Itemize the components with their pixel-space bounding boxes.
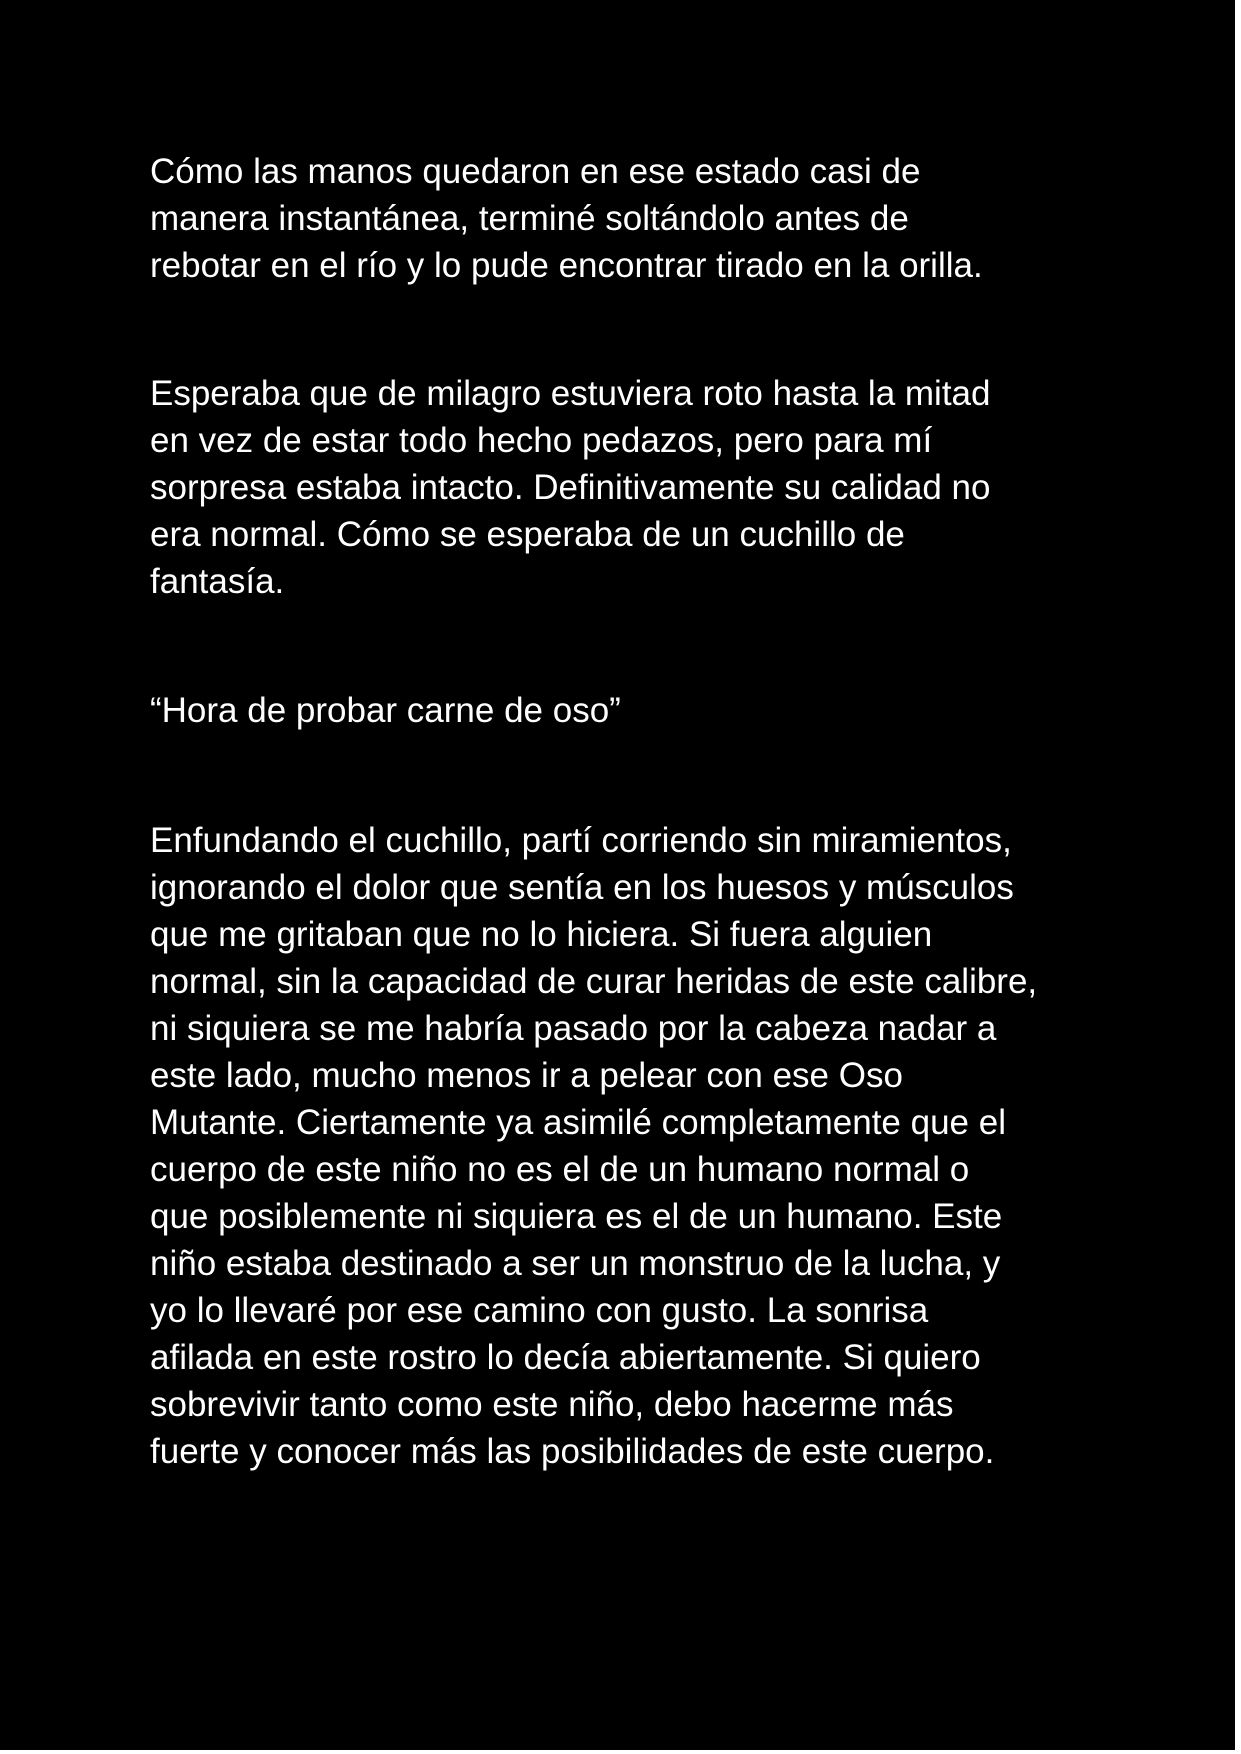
paragraph-1-line-2: manera instantánea, terminé soltándolo antes de <box>150 199 909 238</box>
paragraph-4-line-1: Enfundando el cuchillo, partí corriendo sin miramientos, <box>150 821 1012 860</box>
paragraph-4 <box>150 817 1110 1475</box>
paragraph-4-line-7: Mutante. Ciertamente ya asimilé completamente que el <box>150 1103 1006 1142</box>
paragraph-4-line-13: sobrevivir tanto como este niño, debo hacerme más <box>150 1385 954 1424</box>
paragraph-2-line-3: sorpresa estaba intacto. Definitivamente su calidad no <box>150 468 991 507</box>
paragraph-1-line-1: Cómo las manos quedaron en ese estado casi de <box>150 152 921 191</box>
paragraph-4-line-2: ignorando el dolor que sentía en los huesos y músculos <box>150 868 1014 907</box>
paragraph-1-line-3: rebotar en el río y lo pude encontrar tirado en la orilla. <box>150 246 983 285</box>
paragraph-3-line-1: “Hora de probar carne de oso” <box>150 691 621 730</box>
paragraph-4-line-5: ni siquiera se me habría pasado por la cabeza nadar a <box>150 1009 997 1048</box>
paragraph-2-line-4: era normal. Cómo se esperaba de un cuchillo de <box>150 515 905 554</box>
paragraph-4-line-6: este lado, mucho menos ir a pelear con ese Oso <box>150 1056 903 1095</box>
paragraph-4-line-3: que me gritaban que no lo hiciera. Si fuera alguien <box>150 915 933 954</box>
paragraph-1 <box>150 148 1110 289</box>
paragraph-4-line-8: cuerpo de este niño no es el de un humano normal o <box>150 1150 970 1189</box>
paragraph-4-line-10: niño estaba destinado a ser un monstruo de la lucha, y <box>150 1244 1001 1283</box>
paragraph-4-line-11: yo lo llevaré por ese camino con gusto. La sonrisa <box>150 1291 929 1330</box>
paragraph-4-line-12: afilada en este rostro lo decía abiertamente. Si quiero <box>150 1338 981 1377</box>
paragraph-4-line-14: fuerte y conocer más las posibilidades de este cuerpo. <box>150 1432 995 1471</box>
paragraph-4-line-4: normal, sin la capacidad de curar heridas de este calibre, <box>150 962 1038 1001</box>
paragraph-4-line-9: que posiblemente ni siquiera es el de un humano. Este <box>150 1197 1003 1236</box>
paragraph-2-line-5: fantasía. <box>150 562 285 601</box>
paragraph-2-line-1: Esperaba que de milagro estuviera roto hasta la mitad <box>150 374 991 413</box>
paragraph-3-dialogue <box>150 687 1110 734</box>
paragraph-2-line-2: en vez de estar todo hecho pedazos, pero para mí <box>150 421 933 460</box>
paragraph-2 <box>150 370 1110 605</box>
